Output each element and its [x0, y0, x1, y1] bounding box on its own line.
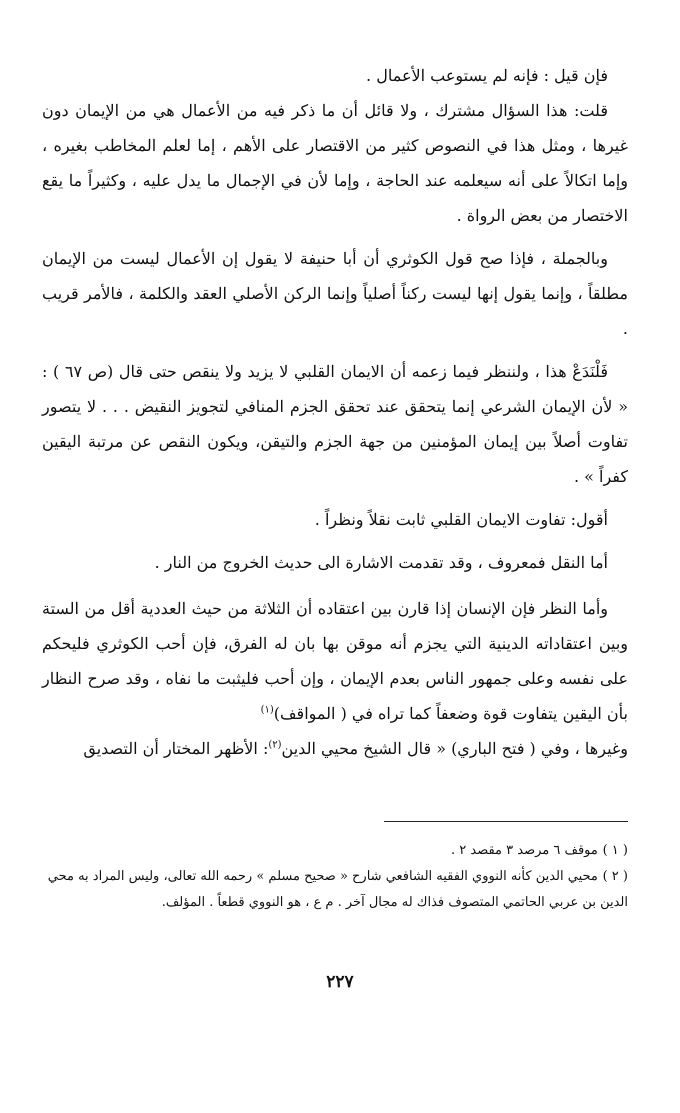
footnotes: [42, 838, 628, 916]
footnote-number: ( ١ ): [602, 843, 628, 858]
footnote-marker: (٢): [268, 739, 282, 751]
footnote-marker: (١): [260, 704, 274, 716]
paragraph: فَلْنَدَعْ هذا ، ولننظر فيما زعمه أن الايمان القلبي لا يزيد ولا ينقص حتى قال (ص ٦٧ ) : « لأن الإيمان الشرعي إنما يتحقق عند تحقق الجزم المنافي لتجويز النقيض . . . لا يتصور تفاوت أصلاً بين إيمان المؤمنين من جهة الجزم والتيقن، ويكون النقص عن مرتبة اليقين كفراً » .: [42, 362, 628, 486]
paragraph: أقول: تفاوت الايمان القلبي ثابت نقلاً ونظراً .: [314, 510, 608, 529]
footnote-divider: [384, 821, 628, 822]
paragraph-text: : الأظهر المختار أن التصديق: [83, 739, 269, 758]
paragraph: فإن قيل : فإنه لم يستوعب الأعمال .: [366, 66, 608, 85]
page-number: ٢٢٧: [326, 972, 354, 992]
paragraph: وبالجملة ، فإذا صح قول الكوثري أن أبا حنيفة لا يقول إن الأعمال ليست من الإيمان مطلقاً ، وإنما يقول إنها ليست ركناً أصلياً وإنما الركن الأصلي العقد والكلمة ، فالأمر قريب .: [42, 249, 628, 338]
body-text: [42, 58, 628, 766]
paragraph: [42, 731, 628, 766]
footnote-text: موقف ٦ مرصد ٣ مقصد ٢ .: [450, 843, 598, 858]
footnote-text: محيي الدين كأنه النووي الفقيه الشافعي شارح « صحيح مسلم » رحمه الله تعالى، وليس المراد به محي الدين بن عربي الحاتمي المتصوف فذاك له مجال آخر . م ع ، هو النووي قطعاً . المؤلف.: [47, 869, 628, 910]
paragraph: أما النقل فمعروف ، وقد تقدمت الاشارة الى حديث الخروج من النار .: [154, 553, 608, 572]
footnote-number: ( ٢ ): [602, 869, 628, 884]
paragraph: [42, 591, 628, 731]
paragraph-text: وأما النظر فإن الإنسان إذا قارن بين اعتقاده أن الثلاثة من حيث العددية أقل من الستة وبين اعتقاداته الدينية التي يجزم أنه موقن بها بان له الفرق، فإن أحب الكوثري فليحكم على نفسه وعلى جمهور الناس بعدم الإيمان ، وإن أحب فليثبت ما نفاه ، وقد صرح النظار بأن اليقين يتفاوت قوة وضعفاً كما تراه في ( المواقف): [42, 599, 628, 723]
footnote: [42, 864, 628, 916]
paragraph-text: وغيرها ، وفي ( فتح الباري) « قال الشيخ محيي الدين: [281, 739, 628, 758]
footnote: [42, 838, 628, 864]
paragraph: قلت: هذا السؤال مشترك ، ولا قائل أن ما ذكر فيه من الأعمال هي من الإيمان دون غيرها ، ومثل هذا في النصوص كثير من الاقتصار على الأهم ، إما لعلم المخاطب بغيره ، وإما اتكالاً على أنه سيعلمه عند الحاجة ، وإما لأن في الإجمال ما يدل عليه ، وكثيراً ما يقع الاختصار من بعض الرواة .: [42, 101, 628, 225]
